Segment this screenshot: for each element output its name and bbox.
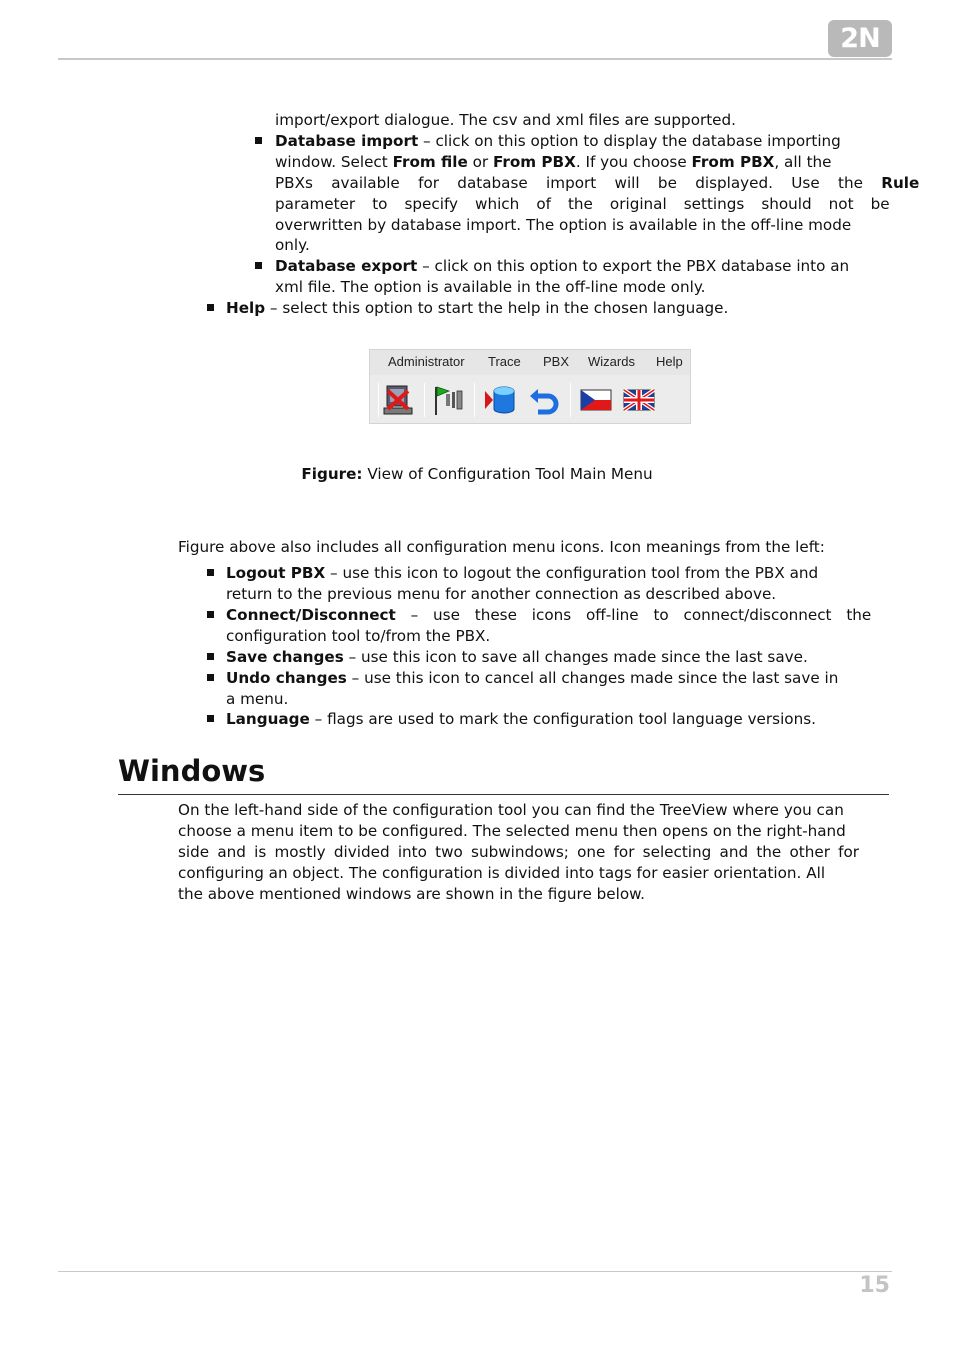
undo-icon[interactable] — [528, 383, 562, 417]
list-item-save — [226, 647, 889, 668]
paragraph-line: Figure above also includes all configuration menu icons. Icon meanings from the left: — [178, 538, 825, 556]
menu-pbx[interactable]: PBX — [543, 354, 570, 369]
item-bold: From PBX — [492, 152, 576, 171]
item-text: xml file. The option is available in the off-line mode only. — [275, 277, 706, 296]
item-text: – select this option to start the help in the chosen language. — [265, 299, 729, 317]
paragraph-line — [178, 821, 889, 842]
item-text: – use this icon to cancel all changes made since the last save in — [346, 669, 839, 687]
bullet-icon — [207, 715, 214, 722]
item-text: – click on this option to export the PBX database into an — [417, 257, 850, 275]
toolbar — [370, 377, 690, 423]
figure-caption — [0, 465, 954, 483]
item-title: Language — [226, 710, 310, 728]
item-text: – use these icons off-line to connect/disconnect the — [395, 606, 872, 624]
item-text: – use this icon to logout the configuration tool from the PBX and — [325, 564, 819, 582]
list-item-database-export — [275, 256, 889, 298]
czech-flag-icon[interactable] — [579, 383, 613, 417]
line-text: On the left-hand side of the configuration tool you can find the TreeView where you can — [178, 801, 844, 819]
list-item-language — [226, 709, 889, 730]
item-text: window. Select — [275, 152, 393, 171]
list-item-undo — [226, 668, 889, 710]
list-item-connect — [226, 605, 889, 647]
item-title: Database import — [275, 132, 419, 150]
item-title: Help — [226, 299, 266, 317]
item-title: Database export — [275, 257, 418, 275]
uk-flag-icon[interactable] — [622, 383, 656, 417]
item-title: Save changes — [226, 648, 344, 666]
menu-row — [370, 350, 690, 375]
caption-text: View of Configuration Tool Main Menu — [362, 465, 653, 483]
connect-disconnect-icon[interactable] — [430, 383, 464, 417]
toolbar-separator — [378, 383, 379, 417]
list-item-logout — [226, 563, 889, 605]
icons-intro-paragraph — [178, 537, 889, 558]
item-text: overwritten by database import. The option is available in the off-line mode — [275, 215, 852, 234]
bullet-icon — [207, 674, 214, 681]
item-text: PBXs available for database import will be displayed. Use the — [275, 173, 882, 192]
item-text: or — [467, 152, 493, 171]
item-title: Logout PBX — [226, 564, 326, 582]
item-bold: From file — [392, 152, 468, 171]
item-text: only. — [275, 236, 310, 255]
line-text: side and is mostly divided into two subwindows; one for selecting and the other for — [178, 842, 860, 861]
footer-divider — [58, 1271, 892, 1272]
brand-logo: 2N — [828, 20, 892, 57]
line-text: choose a menu item to be configured. The selected menu then opens on the right-hand — [178, 821, 846, 840]
toolbar-separator — [424, 383, 425, 417]
line-text: configuring an object. The configuration is divided into tags for easier orientation. All — [178, 863, 826, 882]
import-export-continuation — [275, 110, 889, 131]
menu-trace[interactable]: Trace — [488, 354, 521, 369]
page-number: 15 — [859, 1273, 890, 1298]
item-title: Connect/Disconnect — [226, 606, 396, 624]
paragraph-line — [178, 842, 889, 863]
item-text: – click on this option to display the database importing — [418, 132, 841, 150]
paragraph-line: import/export dialogue. The csv and xml files are supported. — [275, 111, 736, 129]
section-heading-windows: Windows — [118, 754, 266, 788]
bullet-icon — [255, 137, 262, 144]
item-text: configuration tool to/from the PBX. — [226, 626, 491, 645]
item-bold: From PBX — [691, 152, 775, 171]
item-text: – use this icon to save all changes made since the last save. — [343, 648, 808, 666]
windows-paragraph — [178, 800, 889, 904]
logout-icon[interactable] — [382, 383, 416, 417]
toolbar-separator — [570, 383, 571, 417]
paragraph-line — [178, 800, 889, 821]
item-text: a menu. — [226, 689, 289, 708]
bullet-icon — [207, 304, 214, 311]
menu-help[interactable]: Help — [656, 354, 683, 369]
list-item-help — [226, 298, 889, 319]
heading-underline — [118, 794, 889, 795]
save-changes-icon[interactable] — [483, 383, 517, 417]
menu-wizards[interactable]: Wizards — [588, 354, 635, 369]
item-text: return to the previous menu for another connection as described above. — [226, 584, 777, 603]
item-text: – flags are used to mark the configuration tool language versions. — [309, 710, 816, 728]
item-text: . If you choose — [575, 152, 692, 171]
caption-label: Figure: — [301, 465, 363, 483]
paragraph-line — [178, 863, 889, 884]
toolbar-separator — [474, 383, 475, 417]
bullet-icon — [207, 653, 214, 660]
item-title: Undo changes — [226, 669, 347, 687]
menu-administrator[interactable]: Administrator — [388, 354, 465, 369]
item-text: , all the — [774, 152, 832, 171]
list-item-database-import — [275, 131, 920, 256]
bullet-icon — [207, 569, 214, 576]
item-bold: Rule — [881, 173, 920, 192]
config-tool-menubar-figure — [369, 349, 691, 424]
header-divider — [58, 58, 892, 60]
paragraph-line: the above mentioned windows are shown in the figure below. — [178, 884, 645, 903]
bullet-icon — [255, 262, 262, 269]
bullet-icon — [207, 611, 214, 618]
item-text: parameter to specify which of the original settings should not be — [275, 194, 890, 213]
